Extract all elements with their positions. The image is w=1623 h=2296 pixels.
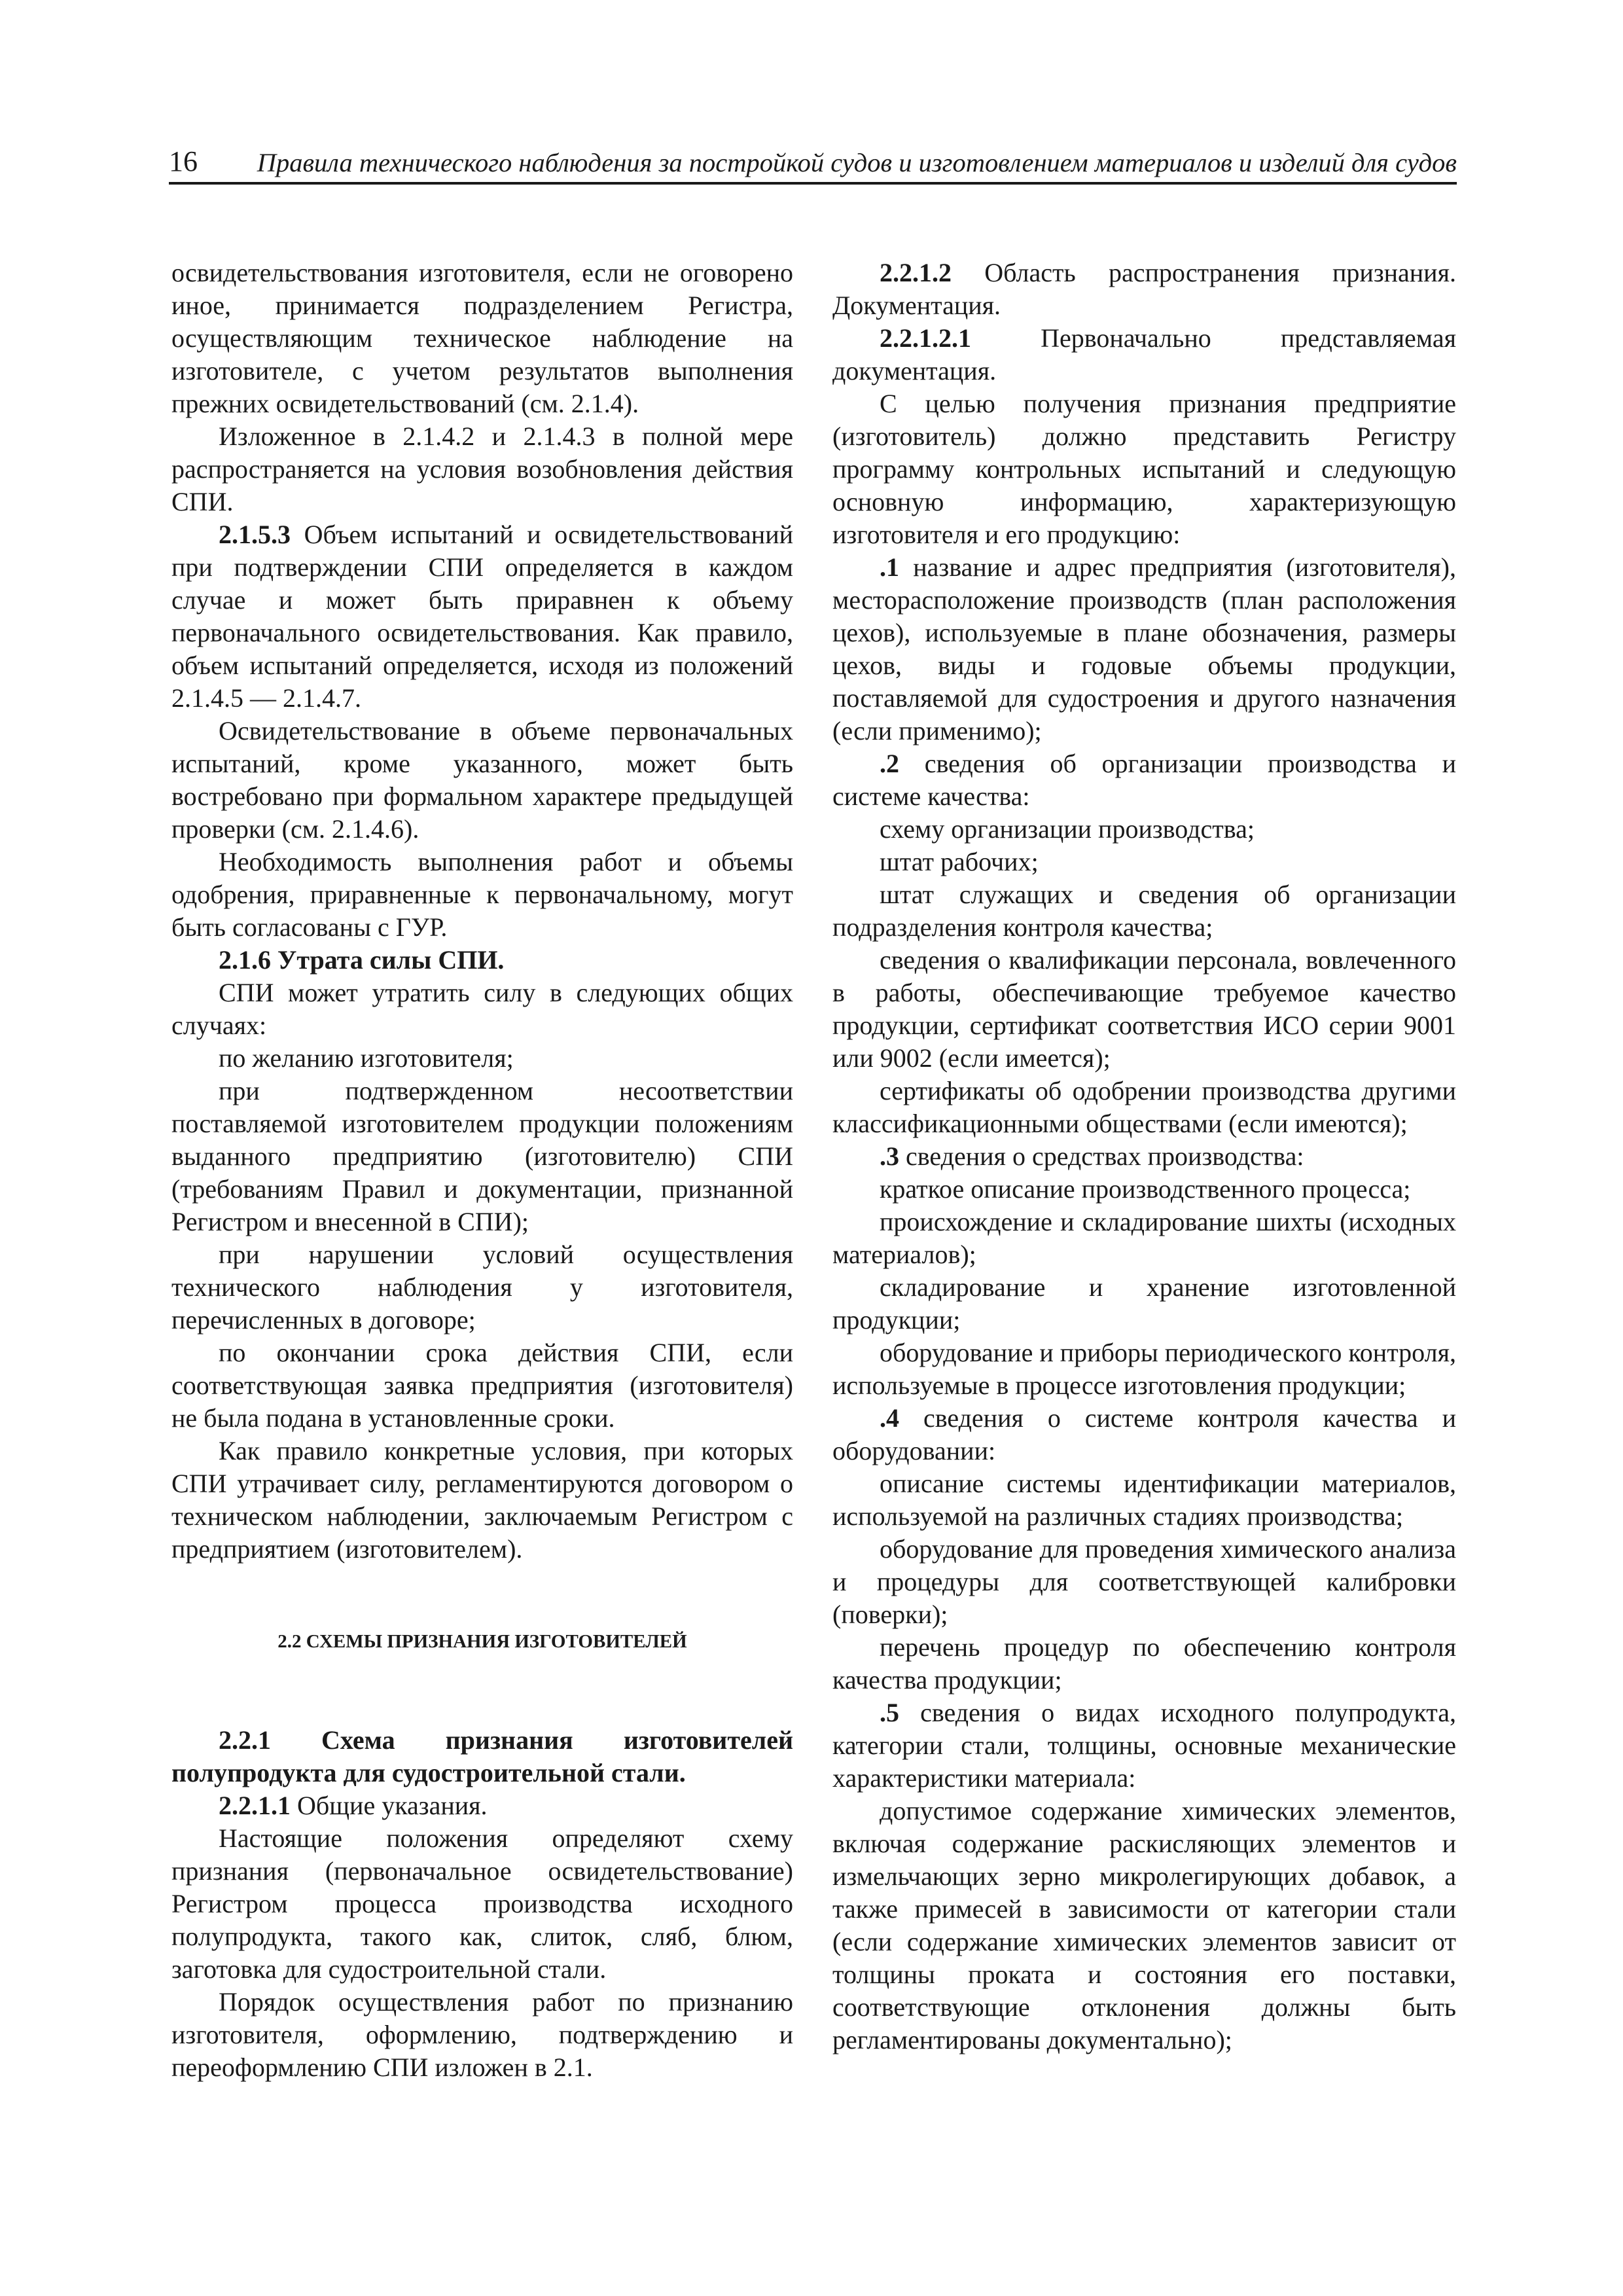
list-item: складирование и хранение изготовленной продукции; bbox=[832, 1272, 1456, 1335]
list-item: при нарушении условий осуществления технического наблюдения у изготовителя, перечисленных в договоре; bbox=[171, 1240, 793, 1335]
list-item: штат рабочих; bbox=[880, 847, 1039, 876]
paragraph-text: сведения о системе контроля качества и оборудовании: bbox=[832, 1403, 1456, 1465]
left-column bbox=[171, 257, 793, 2084]
right-column bbox=[832, 257, 1456, 2056]
page-number: 16 bbox=[169, 145, 198, 177]
clause-number: 2.1.5.3 bbox=[219, 520, 291, 549]
list-item: оборудование и приборы периодического контроля, используемые в процессе изготовления продукции; bbox=[832, 1338, 1456, 1400]
list-item: сертификаты об одобрении производства другими классификационными обществами (если имеются); bbox=[832, 1076, 1456, 1138]
clause-heading: 2.2.1 Схема признания изготовителей полупродукта для судостроительной стали. bbox=[171, 1725, 793, 1787]
list-item bbox=[832, 1696, 1456, 1795]
paragraph: С целью получения признания предприятие (изготовитель) должно представить Регистру программу контрольных испытаний и следующую основную информацию, характеризующую изготовителя и его продукцию: bbox=[832, 389, 1456, 549]
list-item: по окончании срока действия СПИ, если соответствующая заявка предприятия (изготовителя) не была подана в установленные сроки. bbox=[171, 1338, 793, 1433]
list-item: штат служащих и сведения об организации подразделения контроля качества; bbox=[832, 880, 1456, 942]
paragraph-text: сведения о средствах производства: bbox=[899, 1141, 1304, 1171]
paragraph bbox=[171, 518, 793, 715]
paragraph: Необходимость выполнения работ и объемы одобрения, приравненные к первоначальному, могут быть согласованы с ГУР. bbox=[171, 847, 793, 942]
list-item bbox=[832, 1402, 1456, 1467]
item-number: .3 bbox=[880, 1141, 899, 1171]
paragraph: Как правило конкретные условия, при которых СПИ утрачивает силу, регламентируются договором о техническом наблюдении, заключаемым Регистром с предприятием (изготовителем). bbox=[171, 1436, 793, 1564]
list-item bbox=[832, 551, 1456, 747]
list-item: перечень процедур по обеспечению контроля качества продукции; bbox=[832, 1632, 1456, 1695]
list-item bbox=[832, 747, 1456, 813]
clause-number: 2.2.1.2 bbox=[880, 258, 952, 287]
list-item: по желанию изготовителя; bbox=[219, 1043, 514, 1073]
section-heading: 2.2 СХЕМЫ ПРИЗНАНИЯ ИЗГОТОВИТЕЛЕЙ bbox=[277, 1631, 687, 1652]
paragraph-text: название и адрес предприятия (изготовителя), месторасположение производств (план расположения цехов), используемые в плане обозначения, размеры цехов, виды и годовые объемы продукции, поставляемой для судостроения и другого назначения (если применимо); bbox=[832, 552, 1456, 745]
paragraph-text: сведения об организации производства и системе качества: bbox=[832, 749, 1456, 811]
item-number: .5 bbox=[880, 1698, 899, 1727]
paragraph bbox=[171, 1789, 793, 1822]
paragraph: Порядок осуществления работ по признанию изготовителя, оформлению, подтверждению и переоформлению СПИ изложен в 2.1. bbox=[171, 1987, 793, 2082]
list-item: допустимое содержание химических элементов, включая содержание раскисляющих элементов и измельчающих зерно микролегирующих добавок, а также примесей в зависимости от категории стали (если содержание химических элементов зависит от толщины проката и состояния его поставки, соответствующие отклонения должны быть регламентированы документально); bbox=[832, 1796, 1456, 2054]
paragraph-text: Область распространения признания. Документация. bbox=[832, 258, 1456, 320]
paragraph: Изложенное в 2.1.4.2 и 2.1.4.3 в полной мере распространяется на условия возобновления действия СПИ. bbox=[171, 422, 793, 516]
paragraph-text: Общие указания. bbox=[291, 1791, 488, 1820]
list-item: происхождение и складирование шихты (исходных материалов); bbox=[832, 1207, 1456, 1269]
paragraph-text: сведения о видах исходного полупродукта, категории стали, толщины, основные механические характеристики материала: bbox=[832, 1698, 1456, 1793]
clause-number: 2.2.1.1 bbox=[219, 1791, 291, 1820]
paragraph: освидетельствования изготовителя, если не оговорено иное, принимается подразделением Регистра, осуществляющим техническое наблюдение на изготовителе, с учетом результатов выполнения прежних освидетельствований (см. 2.1.4). bbox=[171, 258, 793, 418]
paragraph bbox=[832, 322, 1456, 387]
paragraph bbox=[832, 257, 1456, 322]
item-number: .1 bbox=[880, 552, 899, 582]
paragraph: СПИ может утратить силу в следующих общих случаях: bbox=[171, 978, 793, 1040]
page-header bbox=[169, 143, 1457, 185]
list-item: описание системы идентификации материалов, используемой на различных стадиях производства; bbox=[832, 1469, 1456, 1531]
clause-heading: 2.1.6 Утрата силы СПИ. bbox=[219, 945, 505, 975]
paragraph-text: Первоначально представляемая документация. bbox=[832, 323, 1456, 386]
list-item: при подтвержденном несоответствии поставляемой изготовителем продукции положениям выданного предприятию (изготовителю) СПИ (требованиям Правил и документации, признанной Регистром и внесенной в СПИ); bbox=[171, 1076, 793, 1236]
item-number: .4 bbox=[880, 1403, 899, 1433]
clause-number: 2.2.1.2.1 bbox=[880, 323, 971, 353]
paragraph: Освидетельствование в объеме первоначальных испытаний, кроме указанного, может быть востребовано при формальном характере предыдущей проверки (см. 2.1.4.6). bbox=[171, 716, 793, 844]
item-number: .2 bbox=[880, 749, 899, 778]
paragraph-text: Объем испытаний и освидетельствований при подтверждении СПИ определяется в каждом случае и может быть приравнен к объему первоначального освидетельствования. Как правило, объем испытаний определяется, исходя из положений 2.1.4.5 — 2.1.4.7. bbox=[171, 520, 793, 713]
list-item bbox=[832, 1140, 1456, 1173]
list-item: краткое описание производственного процесса; bbox=[880, 1174, 1411, 1204]
running-title: Правила технического наблюдения за постройкой судов и изготовлением материалов и изделий для судов bbox=[257, 148, 1457, 177]
list-item: оборудование для проведения химического анализа и процедуры для соответствующей калибровки (поверки); bbox=[832, 1534, 1456, 1629]
list-item: схему организации производства; bbox=[880, 814, 1255, 844]
list-item: сведения о квалификации персонала, вовлеченного в работы, обеспечивающие требуемое качество продукции, сертификат соответствия ИСО серии 9001 или 9002 (если имеется); bbox=[832, 945, 1456, 1073]
paragraph: Настоящие положения определяют схему признания (первоначальное освидетельствование) Регистром процесса производства исходного полупродукта, такого как, слиток, сляб, блюм, заготовка для судостроительной стали. bbox=[171, 1823, 793, 1984]
